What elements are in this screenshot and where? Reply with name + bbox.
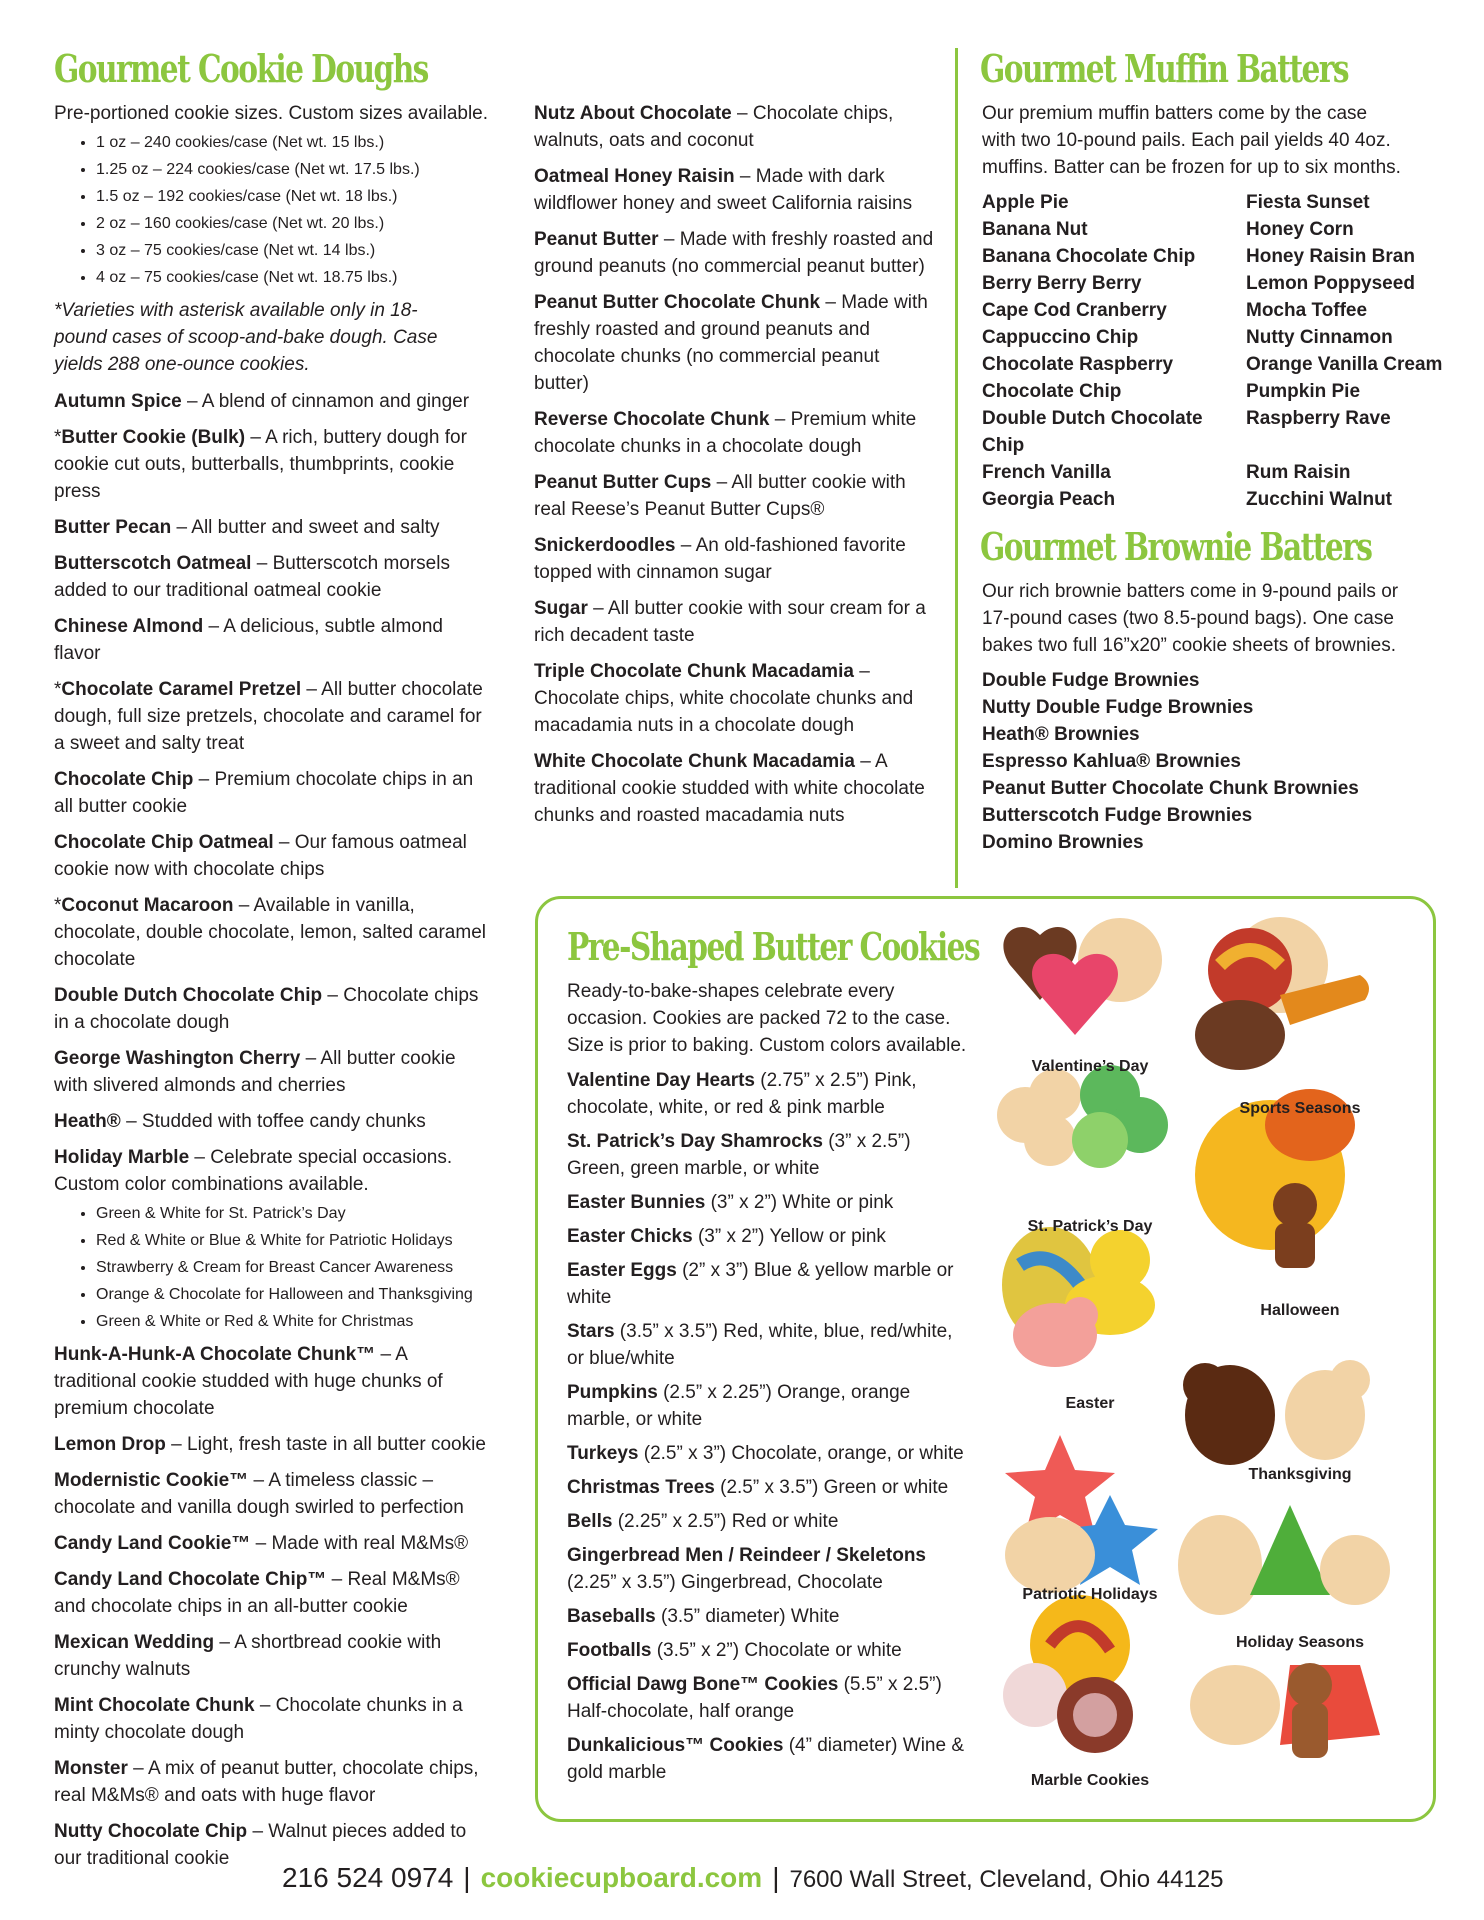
muffin-flavor: Honey Raisin Bran: [1246, 246, 1415, 267]
easter-cookies-image: [1002, 1227, 1155, 1367]
footer-address: 7600 Wall Street, Cleveland, Ohio 44125: [789, 1866, 1224, 1893]
dough-item: Chocolate Chip Oatmeal – Our famous oatmeal cookie now with chocolate chips: [54, 832, 467, 880]
dough-item: White Chocolate Chunk Macadamia – A traditional cookie studded with white chocolate chunks and roasted macadamia nuts: [534, 751, 925, 826]
dough-item: Candy Land Chocolate Chip™ – Real M&Ms® and chocolate chips in an all-butter cookie: [54, 1569, 460, 1617]
brownie-intro: Our rich brownie batters come in 9-pound pails or 17-pound cases (two 8.5-pound bags). One case bakes two full 16”x20” cookie sheets of brownies.: [982, 581, 1399, 656]
muffin-flavor: Honey Corn: [1246, 219, 1354, 240]
shape-item: Footballs (3.5” x 2”) Chocolate or white: [567, 1640, 902, 1661]
dough-item: Butterscotch Oatmeal – Butterscotch morsels added to our traditional oatmeal cookie: [54, 553, 450, 601]
shape-item: Turkeys (2.5” x 3”) Chocolate, orange, or white: [567, 1443, 964, 1464]
dough-item: Heath® – Studded with toffee candy chunks: [54, 1111, 426, 1132]
caption-marble: Marble Cookies: [1030, 1772, 1150, 1789]
dough-item: Snickerdoodles – An old-fashioned favorite topped with cinnamon sugar: [534, 535, 906, 583]
muffin-flavor: Rum Raisin: [1246, 462, 1351, 483]
size-item: • 4 oz – 75 cookies/case (Net wt. 18.75 lbs.): [96, 264, 494, 291]
caption-valentines: Valentine’s Day: [1031, 1058, 1149, 1075]
shape-item: Stars (3.5” x 3.5”) Red, white, blue, red/white, or blue/white: [567, 1321, 953, 1369]
shape-item: Pumpkins (2.5” x 2.25”) Orange, orange marble, or white: [567, 1382, 911, 1430]
brownie-item: Domino Brownies: [982, 832, 1144, 853]
caption-stpatrick: St. Patrick’s Day: [1027, 1218, 1153, 1235]
dough-item: *Butter Cookie (Bulk) – A rich, buttery dough for cookie cut outs, butterballs, thumbprints, cookie press: [54, 427, 467, 502]
dough-item: Reverse Chocolate Chunk – Premium white chocolate chunks in a chocolate dough: [534, 409, 917, 457]
caption-sports: Sports Seasons: [1239, 1100, 1361, 1117]
muffin-intro: Our premium muffin batters come by the case with two 10-pound pails. Each pail yields 40 4oz. muffins. Batter can be frozen for up to six months.: [982, 103, 1401, 178]
shape-item: Dunkalicious™ Cookies (4” diameter) Wine & gold marble: [567, 1735, 964, 1783]
brownie-item: Double Fudge Brownies: [982, 670, 1200, 691]
dough-item: Candy Land Cookie™ – Made with real M&Ms®: [54, 1533, 469, 1554]
caption-halloween: Halloween: [1260, 1302, 1340, 1319]
dough-item: Lemon Drop – Light, fresh taste in all butter cookie: [54, 1434, 486, 1455]
asterisk-note: *Varieties with asterisk available only in 18-pound cases of scoop-and-bake dough. Case yields 288 one-ounce cookies.: [54, 300, 438, 375]
shape-item: St. Patrick’s Day Shamrocks (3” x 2.5”) Green, green marble, or white: [567, 1131, 911, 1179]
muffin-batters-title: Gourmet Muffin Batters: [980, 46, 1348, 91]
cookie-doughs-intro: Pre-portioned cookie sizes. Custom sizes available.: [54, 103, 489, 124]
size-list: [54, 129, 494, 291]
size-item: • 3 oz – 75 cookies/case (Net wt. 14 lbs.): [96, 237, 494, 264]
muffin-flavor: Zucchini Walnut: [1246, 489, 1393, 510]
dough-item: Peanut Butter Chocolate Chunk – Made with freshly roasted and ground peanuts and chocolate chunks (no commercial peanut butter): [534, 292, 928, 394]
marble-cookies-image: [1003, 1595, 1133, 1753]
muffin-flavor: Double Dutch Chocolate Chip: [982, 408, 1203, 456]
dough-item: Chinese Almond – A delicious, subtle almond flavor: [54, 616, 443, 664]
footer-phone: 216 524 0974: [282, 1862, 454, 1893]
muffin-batters-section: [982, 100, 1452, 513]
column-divider: [955, 48, 958, 888]
caption-thanksgiving: Thanksgiving: [1248, 1466, 1352, 1483]
shape-item: Easter Chicks (3” x 2”) Yellow or pink: [567, 1226, 886, 1247]
thanksgiving-cookies-image: [1183, 1360, 1370, 1465]
marble-option: • Orange & Chocolate for Halloween and Thanksgiving: [96, 1281, 494, 1308]
brownie-list: [982, 667, 1452, 856]
shape-item: Official Dawg Bone™ Cookies (5.5” x 2.5”) Half-chocolate, half orange: [567, 1674, 942, 1722]
butter-cookies-title: Pre-Shaped Butter Cookies: [567, 924, 980, 969]
muffin-flavor: French Vanilla: [982, 462, 1111, 483]
muffin-flavor: Georgia Peach: [982, 489, 1116, 510]
valentines-cookies-image: [1003, 918, 1162, 1035]
cookie-doughs-column-1: [54, 100, 494, 1881]
butter-cookies-intro: Ready-to-bake-shapes celebrate every occasion. Cookies are packed 72 to the case. Size is prior to baking. Custom colors available.: [567, 981, 967, 1056]
cookie-doughs-title: Gourmet Cookie Doughs: [54, 46, 428, 91]
muffin-flavor: Pumpkin Pie: [1246, 381, 1361, 402]
shape-item: Baseballs (3.5” diameter) White: [567, 1606, 840, 1627]
muffin-flavor: Fiesta Sunset: [1246, 192, 1370, 213]
muffin-flavor: Apple Pie: [982, 192, 1069, 213]
caption-easter: Easter: [1065, 1395, 1115, 1412]
stpatrick-cookies-image: [997, 1065, 1168, 1168]
dough-item: Oatmeal Honey Raisin – Made with dark wildflower honey and sweet California raisins: [534, 166, 913, 214]
patriotic-cookies-image: [1005, 1435, 1158, 1593]
dough-item: Nutty Chocolate Chip – Walnut pieces added to our traditional cookie: [54, 1821, 467, 1869]
caption-holiday: Holiday Seasons: [1235, 1634, 1365, 1651]
size-item: • 1.5 oz – 192 cookies/case (Net wt. 18 lbs.): [96, 183, 494, 210]
shape-item: Christmas Trees (2.5” x 3.5”) Green or white: [567, 1477, 949, 1498]
holiday-cookies-image: [1178, 1505, 1390, 1758]
muffin-flavor: Cape Cod Cranberry: [982, 300, 1167, 321]
footer-separator: |: [463, 1862, 471, 1893]
brownie-item: Espresso Kahlua® Brownies: [982, 751, 1241, 772]
caption-patriotic: Patriotic Holidays: [1022, 1586, 1158, 1603]
dough-item: Peanut Butter Cups – All butter cookie with real Reese’s Peanut Butter Cups®: [534, 472, 906, 520]
size-item: • 1 oz – 240 cookies/case (Net wt. 15 lbs.): [96, 129, 494, 156]
marble-option: • Green & White for St. Patrick’s Day: [96, 1200, 494, 1227]
dough-item: Chocolate Chip – Premium chocolate chips in an all butter cookie: [54, 769, 474, 817]
dough-item: *Coconut Macaroon – Available in vanilla, chocolate, double chocolate, lemon, salted caramel chocolate: [54, 895, 486, 970]
dough-item: Double Dutch Chocolate Chip – Chocolate chips in a chocolate dough: [54, 985, 479, 1033]
marble-option: • Green & White or Red & White for Christmas: [96, 1308, 494, 1335]
muffin-flavor: Cappuccino Chip: [982, 327, 1139, 348]
muffin-flavor: Orange Vanilla Cream: [1246, 354, 1443, 375]
dough-item: Modernistic Cookie™ – A timeless classic – chocolate and vanilla dough swirled to perfection: [54, 1470, 464, 1518]
dough-item: George Washington Cherry – All butter cookie with slivered almonds and cherries: [54, 1048, 456, 1096]
butter-cookies-section: [567, 978, 967, 1793]
brownie-batters-title: Gourmet Brownie Batters: [980, 524, 1372, 569]
shape-item: Easter Bunnies (3” x 2”) White or pink: [567, 1192, 894, 1213]
marble-option: • Strawberry & Cream for Breast Cancer Awareness: [96, 1254, 494, 1281]
size-item: • 1.25 oz – 224 cookies/case (Net wt. 17.5 lbs.): [96, 156, 494, 183]
brownie-item: Peanut Butter Chocolate Chunk Brownies: [982, 778, 1359, 799]
footer-separator: |: [772, 1862, 780, 1893]
muffin-flavor: Berry Berry Berry: [982, 273, 1142, 294]
dough-item: Mint Chocolate Chunk – Chocolate chunks in a minty chocolate dough: [54, 1695, 463, 1743]
size-item: • 2 oz – 160 cookies/case (Net wt. 20 lbs.): [96, 210, 494, 237]
brownie-batters-section: [982, 578, 1452, 856]
brownie-item: Heath® Brownies: [982, 724, 1140, 745]
muffin-flavor: Banana Chocolate Chip: [982, 246, 1196, 267]
shape-item: Valentine Day Hearts (2.75” x 2.5”) Pink, chocolate, white, or red & pink marble: [567, 1070, 917, 1118]
muffin-flavor: Chocolate Chip: [982, 381, 1122, 402]
shape-item: Easter Eggs (2” x 3”) Blue & yellow marble or white: [567, 1260, 954, 1308]
dough-item: *Chocolate Caramel Pretzel – All butter chocolate dough, full size pretzels, chocolate and caramel for a sweet and salty treat: [54, 679, 483, 754]
holiday-marble-options: [54, 1200, 494, 1335]
dough-item: Butter Pecan – All butter and sweet and salty: [54, 517, 440, 538]
dough-item: Autumn Spice – A blend of cinnamon and ginger: [54, 391, 470, 412]
shape-item: Bells (2.25” x 2.5”) Red or white: [567, 1511, 839, 1532]
muffin-flavor: Nutty Cinnamon: [1246, 327, 1393, 348]
holiday-marble-item: Holiday Marble – Celebrate special occasions. Custom color combinations available.: [54, 1147, 453, 1195]
muffin-flavor: Banana Nut: [982, 219, 1088, 240]
dough-item: Hunk-A-Hunk-A Chocolate Chunk™ – A traditional cookie studded with huge chunks of premium chocolate: [54, 1344, 443, 1419]
brownie-item: Butterscotch Fudge Brownies: [982, 805, 1253, 826]
muffin-flavor: Raspberry Rave: [1246, 408, 1391, 429]
cookie-doughs-column-2: [534, 100, 934, 838]
cookie-photo-collage: [980, 905, 1420, 1805]
shape-item: Gingerbread Men / Reindeer / Skeletons (2.25” x 3.5”) Gingerbread, Chocolate: [567, 1545, 926, 1593]
footer-url[interactable]: cookiecupboard.com: [480, 1862, 763, 1893]
dough-item: Triple Chocolate Chunk Macadamia – Chocolate chips, white chocolate chunks and macadamia nuts in a chocolate dough: [534, 661, 914, 736]
footer: [282, 1862, 1224, 1894]
sports-cookies-image: [1195, 917, 1369, 1070]
muffin-flavor: Lemon Poppyseed: [1246, 273, 1415, 294]
brownie-item: Nutty Double Fudge Brownies: [982, 697, 1254, 718]
dough-item: Nutz About Chocolate – Chocolate chips, walnuts, oats and coconut: [534, 103, 894, 151]
dough-item: Sugar – All butter cookie with sour cream for a rich decadent taste: [534, 598, 926, 646]
marble-option: • Red & White or Blue & White for Patriotic Holidays: [96, 1227, 494, 1254]
dough-item: Monster – A mix of peanut butter, chocolate chips, real M&Ms® and oats with huge flavor: [54, 1758, 479, 1806]
dough-item: Mexican Wedding – A shortbread cookie with crunchy walnuts: [54, 1632, 442, 1680]
muffin-flavor-list: [982, 189, 1452, 513]
muffin-flavor: Mocha Toffee: [1246, 300, 1368, 321]
dough-item: Peanut Butter – Made with freshly roasted and ground peanuts (no commercial peanut butter): [534, 229, 934, 277]
muffin-flavor: Chocolate Raspberry: [982, 354, 1174, 375]
